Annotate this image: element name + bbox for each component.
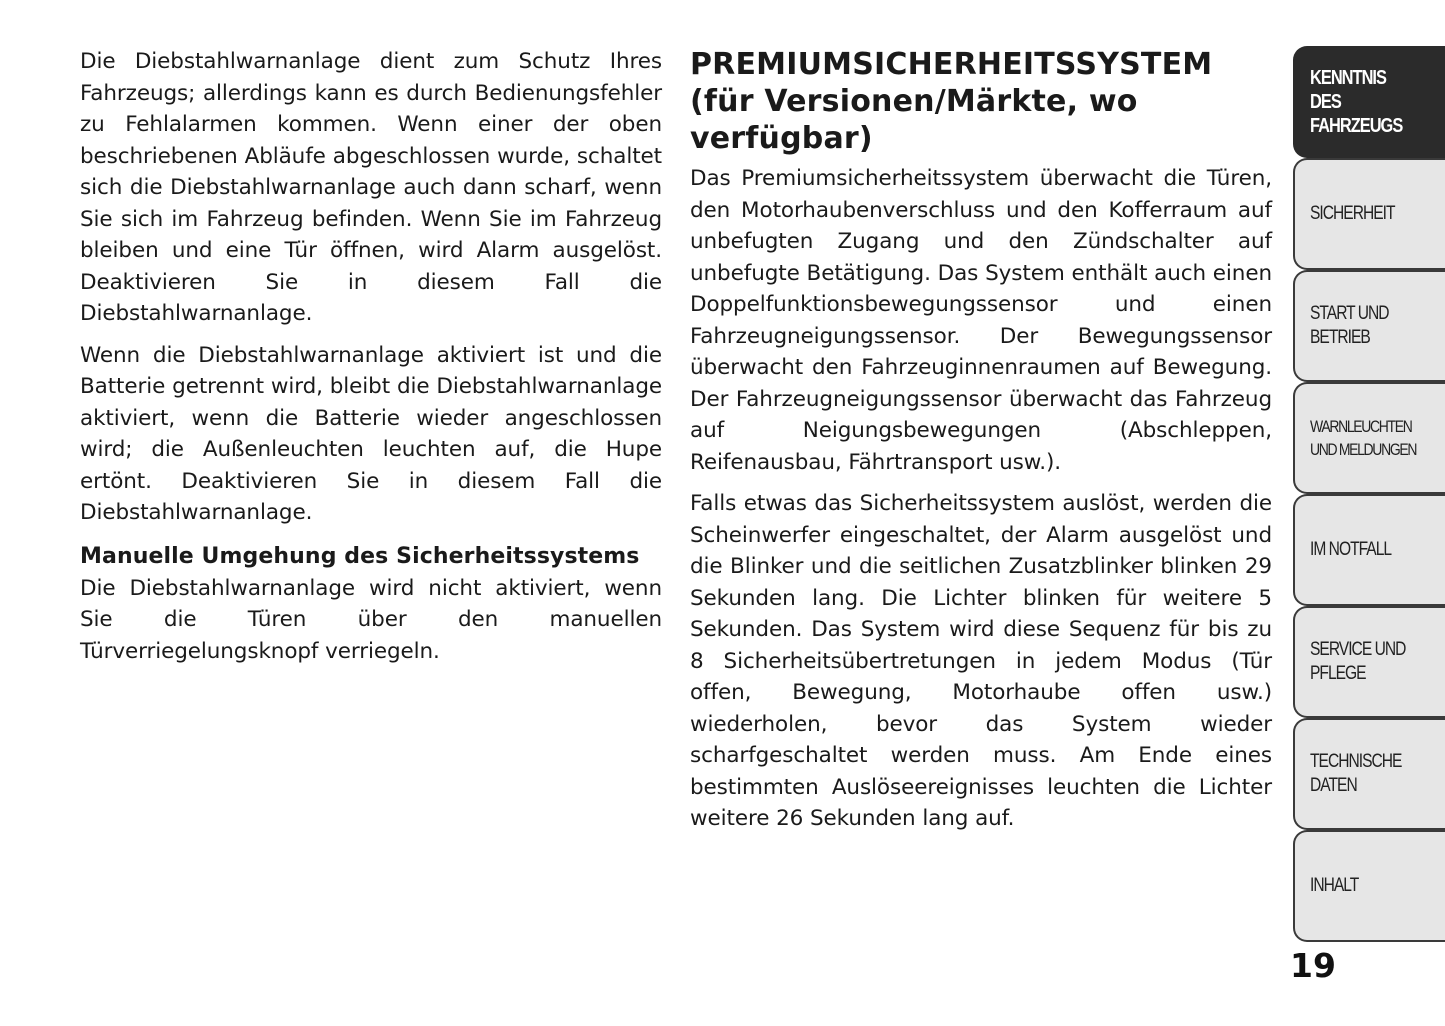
right-column — [690, 46, 1272, 845]
tab-label: TECHNISCHE DATEN — [1310, 751, 1402, 796]
tab-kenntnis-des-fahrzeugs[interactable] — [1293, 46, 1445, 158]
tab-sicherheit[interactable] — [1293, 158, 1445, 270]
section-heading: PREMIUMSICHERHEITSSYSTEM (für Versionen/Märkte, wo verfügbar) — [690, 47, 1213, 156]
tab-label: IM NOTFALL — [1310, 539, 1392, 560]
tab-im-notfall[interactable] — [1293, 494, 1445, 606]
page-number: 19 — [1290, 946, 1336, 985]
tab-label: INHALT — [1310, 875, 1359, 896]
tab-label: KENNTNIS DES FAHRZEUGS — [1310, 67, 1403, 137]
chapter-tabs — [1293, 46, 1445, 942]
subheading-manual-bypass: Manuelle Umgehung des Sicherheitssystems — [80, 543, 640, 569]
left-paragraph-1: Die Diebstahlwarnanlage dient zum Schutz Ihres Fahrzeugs; allerdings kann es durch Bedienungsfehler zu Fehlalarmen kommen. Wenn einer der oben beschriebenen Abläufe abgeschlossen wurde, schaltet sich die Diebstahlwarnanlage auch dann scharf, wenn Sie sich im Fahrzeug befinden. Wenn Sie im Fahrzeug bleiben und eine Tür öffnen, wird Alarm ausgelöst. Deaktivieren Sie in diesem Fall die Diebstahlwarnanlage. — [80, 49, 662, 326]
tab-inhalt[interactable] — [1293, 830, 1445, 942]
tab-label: START UND BETRIEB — [1310, 303, 1389, 348]
tab-technische-daten[interactable] — [1293, 718, 1445, 830]
right-paragraph-1: Das Premiumsicherheitssystem überwacht die Türen, den Motorhaubenverschluss und den Kofferraum auf unbefugten Zugang und den Zündschalter auf unbefugte Betätigung. Das System enthält auch einen Doppelfunktionsbewegungssensor und einen Fahrzeugneigungssensor. Der Bewegungssensor überwacht den Fahrzeuginnenraumen auf Bewegung. Der Fahrzeugneigungssensor überwacht das Fahrzeug auf Neigungsbewegungen (Abschleppen, Reifenausbau, Fährtransport usw.). — [690, 166, 1272, 475]
right-paragraph-2: Falls etwas das Sicherheitssystem auslöst, werden die Scheinwerfer eingeschaltet, der Alarm ausgelöst und die Blinker und die seitlichen Zusatzblinker blinken 29 Sekunden lang. Die Lichter blinken für weitere 5 Sekunden. Das System wird diese Sequenz für bis zu 8 Sicherheitsübertretungen in jedem Modus (Tür offen, Bewegung, Motorhaube offen usw.) wiederholen, bevor das System wieder scharfgeschaltet werden muss. Am Ende eines bestimmten Auslöseereignisses leuchten die Lichter weitere 26 Sekunden lang auf. — [690, 491, 1272, 831]
tab-warnleuchten-und-meldungen[interactable] — [1293, 382, 1445, 494]
left-column — [80, 46, 662, 677]
tab-service-und-pflege[interactable] — [1293, 606, 1445, 718]
left-paragraph-3: Die Diebstahlwarnanlage wird nicht aktiviert, wenn Sie die Türen über den manuellen Türverriegelungsknopf verriegeln. — [80, 575, 662, 664]
tab-start-und-betrieb[interactable] — [1293, 270, 1445, 382]
tab-label: SERVICE UND PFLEGE — [1310, 639, 1406, 684]
tab-label: WARNLEUCHTEN UND MELDUNGEN — [1310, 417, 1417, 459]
tab-label: SICHERHEIT — [1310, 203, 1395, 224]
left-paragraph-2: Wenn die Diebstahlwarnanlage aktiviert ist und die Batterie getrennt wird, bleibt die Diebstahlwarnanlage aktiviert, wenn die Batterie wieder angeschlossen wird; die Außenleuchten leuchten auf, die Hupe ertönt. Deaktivieren Sie in diesem Fall die Diebstahlwarnanlage. — [80, 342, 662, 525]
